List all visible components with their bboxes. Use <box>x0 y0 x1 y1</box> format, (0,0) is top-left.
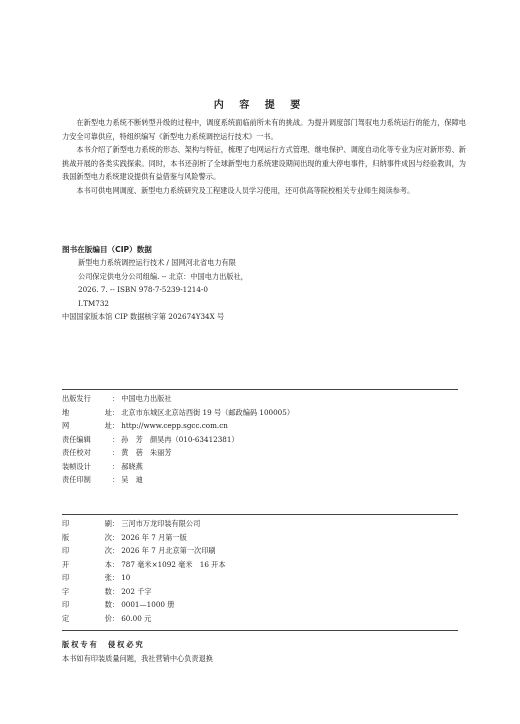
printing-row <box>62 531 462 545</box>
label-colon: ： <box>112 407 120 417</box>
label-colon: ： <box>112 573 120 582</box>
printing-label: 印 张 <box>62 573 112 582</box>
publisher-row <box>62 473 462 487</box>
printing-label: 开 本 <box>62 559 112 569</box>
publisher-row <box>62 433 462 447</box>
cip-body <box>62 256 362 296</box>
printing-value: 60.00 元 <box>121 613 152 623</box>
label-colon: ： <box>112 559 120 569</box>
divider-publisher <box>62 389 458 390</box>
printing-row <box>62 558 462 572</box>
printing-value: 2026 年 7 月北京第一次印刷 <box>121 546 216 555</box>
publisher-value: 郝晓燕 <box>121 461 143 471</box>
printing-row <box>62 517 462 531</box>
label-colon: ： <box>112 613 120 623</box>
publisher-label: 责任校对 <box>62 448 91 457</box>
summary-paragraph: 在新型电力系统不断转型升级的过程中，调度系统面临前所未有的挑战。为提升调度部门驾驭电力系统运行的能力，保障电力安全可靠供应，特组织编写《新型电力系统调控运行技术》一书。 <box>62 118 466 141</box>
label-colon: ： <box>112 586 120 596</box>
label-colon: ： <box>112 394 120 403</box>
publisher-label: 责任编辑 <box>62 434 91 444</box>
label-colon: ： <box>112 461 120 471</box>
label-colon: ： <box>112 421 120 430</box>
cip-classification: Ⅰ.TM732 <box>78 298 109 308</box>
publisher-value: 北京市东城区北京站西街 19 号（邮政编码 100005） <box>121 407 295 417</box>
label-colon: ： <box>112 448 120 457</box>
printing-row <box>62 598 462 612</box>
publisher-value: 黄 蓓 朱丽芳 <box>121 448 172 457</box>
cip-line: 新型电力系统调控运行技术 / 国网河北省电力有限 <box>78 258 236 268</box>
printing-label: 版 次 <box>62 532 112 542</box>
printing-label: 字 数 <box>62 586 112 596</box>
divider-copyright <box>62 630 458 631</box>
publisher-label: 出版发行 <box>62 394 91 403</box>
printing-row <box>62 544 462 558</box>
summary-paragraph: 本书介绍了新型电力系统的形态、架构与特征，梳理了电网运行方式管理、继电保护、调度自动化等专业为应对新形势、新挑战开展的各类实践探索。同时，本书还剖析了全球新型电力系统建设期间出现的重大停电事件，归纳事件成因与经验教训，为我国新型电力系统建设提供有益借鉴与风险警示。 <box>62 145 466 181</box>
publisher-value: 吴 迪 <box>121 475 143 484</box>
summary-section <box>62 116 466 197</box>
printing-value: 202 千字 <box>121 586 152 596</box>
printing-label: 定 价 <box>62 613 112 623</box>
label-colon: ： <box>112 532 120 542</box>
publisher-row <box>62 419 462 433</box>
printing-label: 印 次 <box>62 546 112 555</box>
cip-number: 中国国家版本馆 CIP 数据核字第 202674Y34X 号 <box>62 312 225 322</box>
cip-line: 公司保定供电分公司组编. -- 北京：中国电力出版社， <box>78 271 248 281</box>
cip-block <box>62 243 362 323</box>
publisher-value: 中国电力出版社 <box>121 394 172 403</box>
label-colon: ： <box>112 600 120 609</box>
copyright-block <box>62 638 462 665</box>
printing-label: 印 数 <box>62 600 112 609</box>
printing-value: 三河市万龙印装有限公司 <box>121 519 201 528</box>
printing-label: 印 刷 <box>62 519 112 528</box>
label-colon: ： <box>112 434 120 444</box>
copyright-head: 版权专有 侵权必究 <box>62 640 145 649</box>
publisher-label: 责任印制 <box>62 475 91 484</box>
label-colon: ： <box>112 519 120 528</box>
printing-row <box>62 585 462 599</box>
publisher-row <box>62 392 462 406</box>
publisher-value: http://www.cepp.sgcc.com.cn <box>121 421 228 430</box>
cip-heading: 图书在版编目（CIP）数据 <box>62 245 152 254</box>
printing-value: 10 <box>121 573 131 582</box>
divider-printing <box>62 514 458 515</box>
cip-line: 2026. 7. -- ISBN 978-7-5239-1214-0 <box>78 285 208 295</box>
printing-value: 0001—1000 册 <box>121 600 175 609</box>
publisher-label: 地 址 <box>62 407 112 417</box>
summary-title: 内 容 提 要 <box>213 100 307 111</box>
publisher-info <box>62 392 462 487</box>
copyright-note: 本书如有印装质量问题，我社营销中心负责退换 <box>62 653 213 663</box>
printing-info <box>62 517 462 625</box>
publisher-row <box>62 460 462 474</box>
publisher-row <box>62 406 462 420</box>
printing-value: 2026 年 7 月第一版 <box>121 532 187 542</box>
printing-row <box>62 571 462 585</box>
label-colon: ： <box>112 546 120 555</box>
publisher-value: 孙 芳 颜昊冉（010-63412381） <box>121 434 239 444</box>
printing-value: 787 毫米×1092 毫米 16 开本 <box>121 559 226 569</box>
label-colon: ： <box>112 475 120 484</box>
publisher-label: 网 址 <box>62 421 112 430</box>
printing-row <box>62 612 462 626</box>
publisher-label: 装帧设计 <box>62 461 91 471</box>
summary-paragraph: 本书可供电网调度、新型电力系统研究及工程建设人员学习使用，还可供高等院校相关专业师生阅读参考。 <box>76 185 415 195</box>
publisher-row <box>62 446 462 460</box>
